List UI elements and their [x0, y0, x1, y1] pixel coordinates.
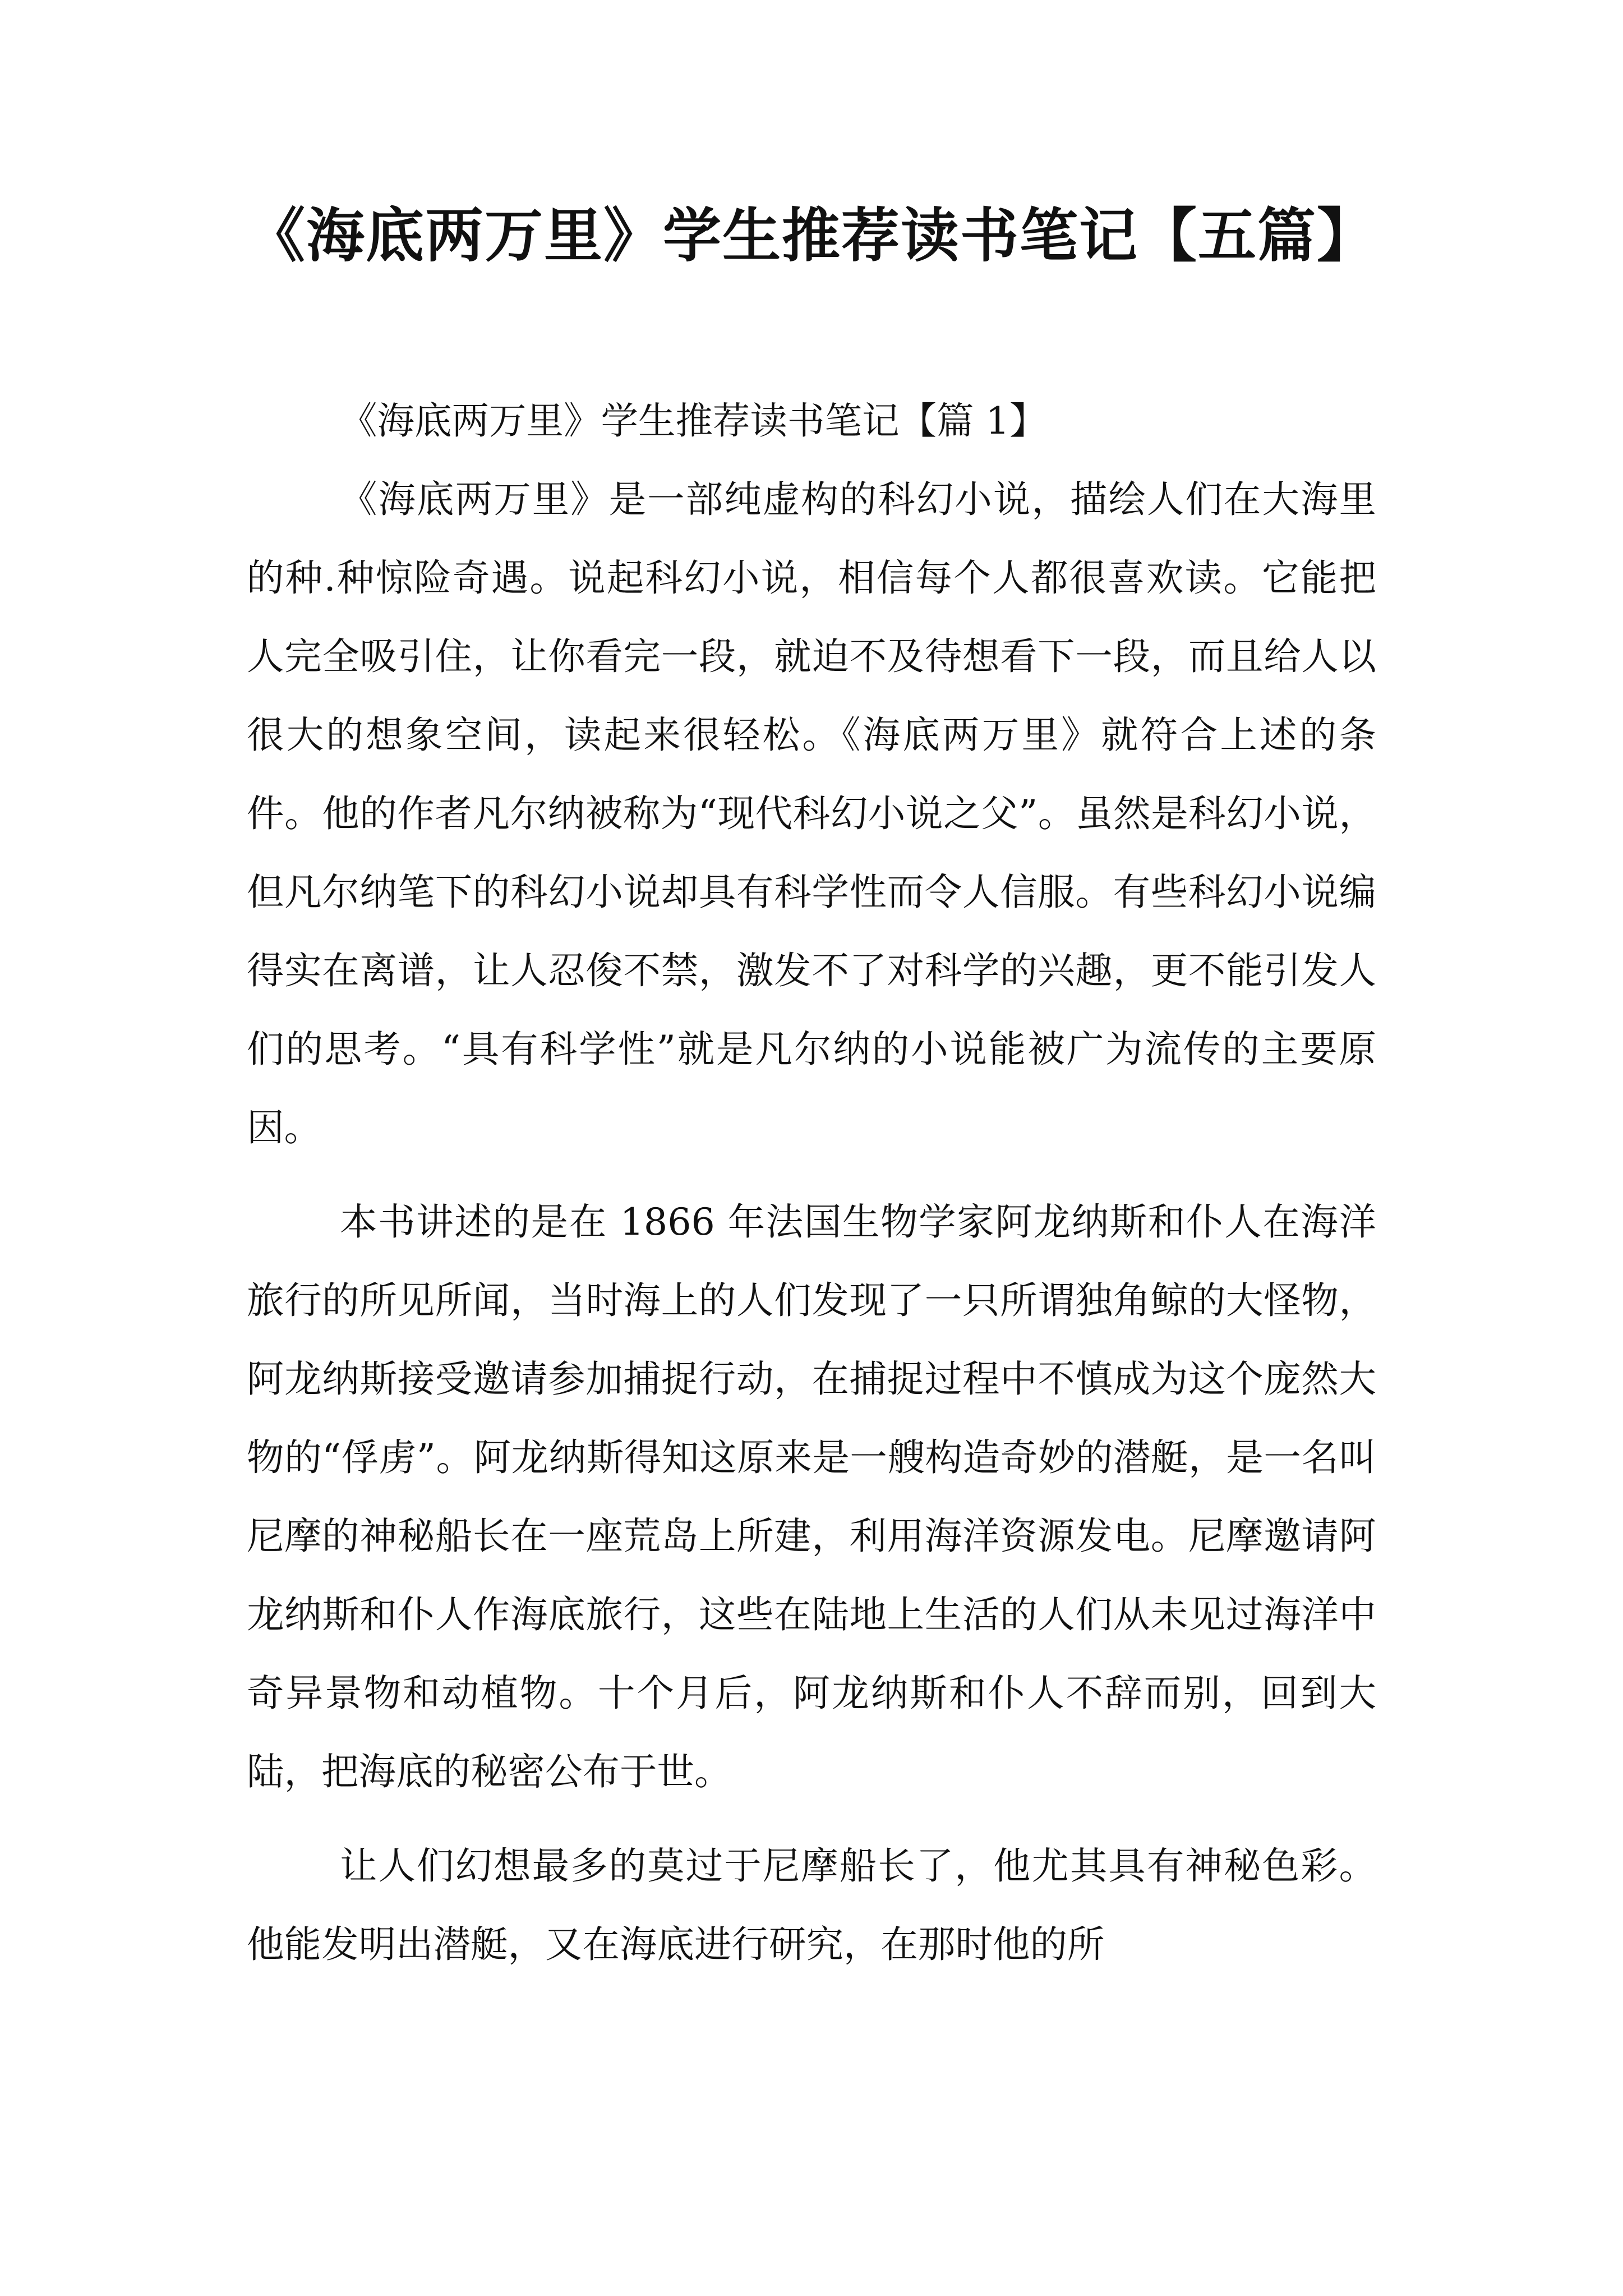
paragraph-3: 让人们幻想最多的莫过于尼摩船长了，他尤其具有神秘色彩。他能发明出潜艇，又在海底进行研究，在那时他的所 — [247, 1844, 1376, 1966]
document-title: 《海底两万里》学生推荐读书笔记【五篇】 — [247, 201, 1377, 270]
document-body — [247, 381, 1376, 1984]
section-heading: 《海底两万里》学生推荐读书笔记【篇 1】 — [340, 399, 1047, 443]
paragraph-2: 本书讲述的是在 1866 年法国生物学家阿龙纳斯和仆人在海洋旅行的所见所闻，当时海上的人们发现了一只所谓独角鲸的大怪物，阿龙纳斯接受邀请参加捕捉行动，在捕捉过程中不慎成为这个庞然大物的“俘虏”。阿龙纳斯得知这原来是一艘构造奇妙的潜艇，是一名叫尼摩的神秘船长在一座荒岛上所建，利用海洋资源发电。尼摩邀请阿龙纳斯和仆人作海底旅行，这些在陆地上生活的人们从未见过海洋中奇异景物和动植物。十个月后，阿龙纳斯和仆人不辞而别，回到大陆，把海底的秘密公布于世。 — [247, 1200, 1376, 1793]
paragraph-1: 《海底两万里》是一部纯虚构的科幻小说，描绘人们在大海里的种.种惊险奇遇。说起科幻小说，相信每个人都很喜欢读。它能把人完全吸引住，让你看完一段，就迫不及待想看下一段，而且给人以很大的想象空间，读起来很轻松。《海底两万里》就符合上述的条件。他的作者凡尔纳被称为“现代科幻小说之父”。虽然是科幻小说，但凡尔纳笔下的科幻小说却具有科学性而令人信服。有些科幻小说编得实在离谱，让人忍俊不禁，激发不了对科学的兴趣，更不能引发人们的思考。“具有科学性”就是凡尔纳的小说能被广为流传的主要原因。 — [247, 477, 1376, 1149]
